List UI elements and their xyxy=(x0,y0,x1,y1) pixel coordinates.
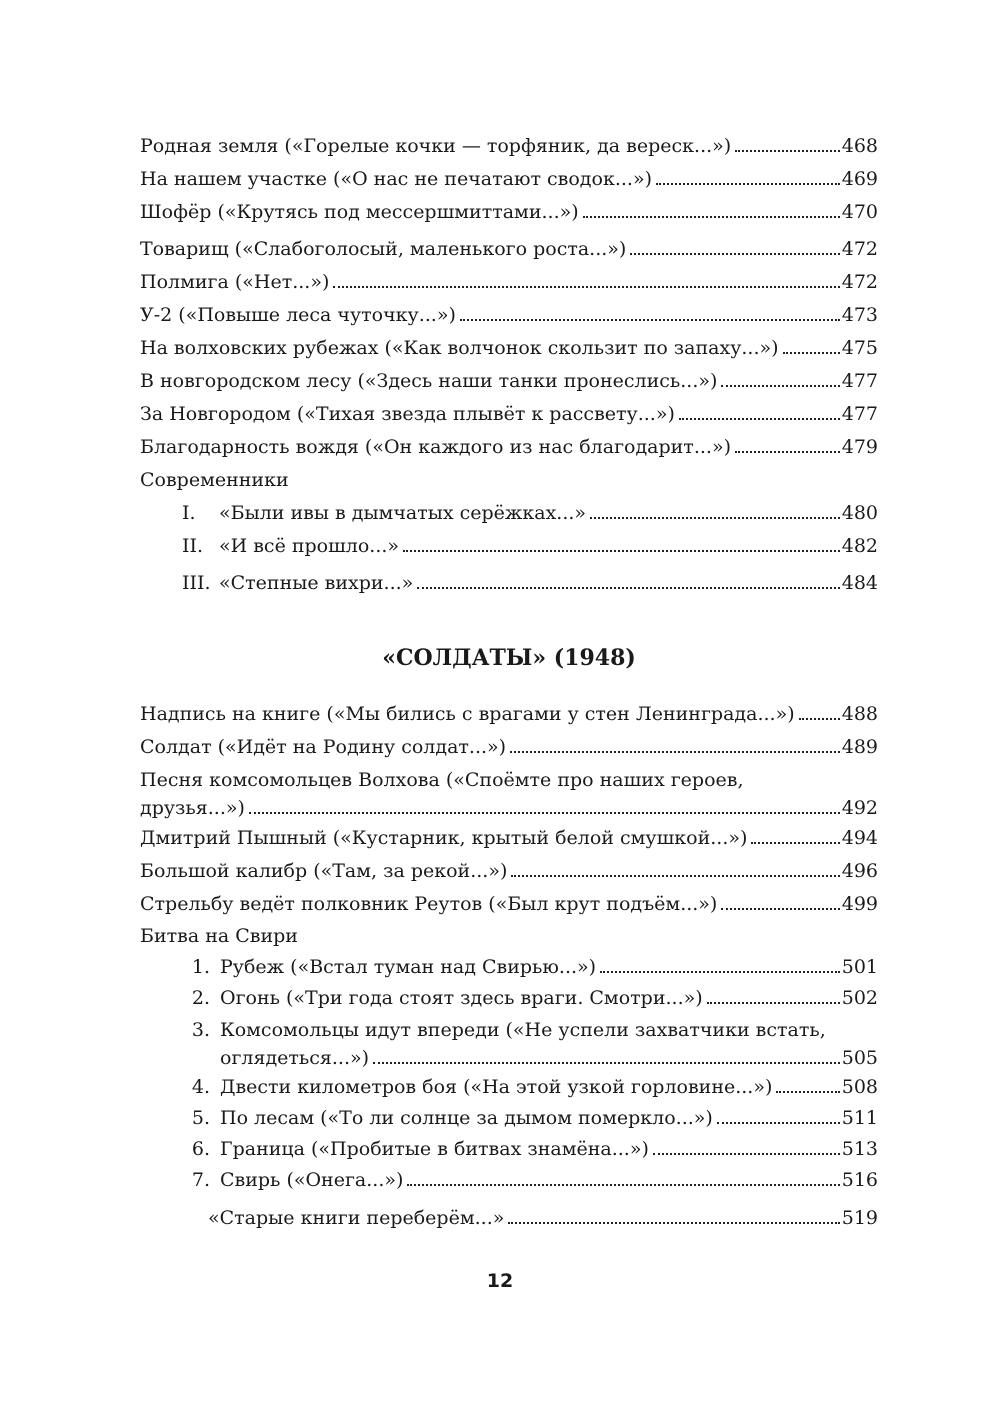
toc-entry-page: 475 xyxy=(841,337,878,359)
toc-entry-page: 479 xyxy=(841,436,878,458)
toc-entry-title-cont: оглядеться...») xyxy=(220,1047,370,1069)
toc-entry xyxy=(140,365,878,398)
leader-dots xyxy=(508,1222,839,1224)
toc-subentry xyxy=(140,1165,878,1196)
section-heading: «СОЛДАТЫ» (1948) xyxy=(382,645,636,671)
toc-entry-page: 505 xyxy=(841,1047,878,1069)
leader-dots xyxy=(721,908,839,910)
toc-subentry-marker: I. xyxy=(182,502,196,524)
toc-entry-page: 469 xyxy=(841,168,878,190)
leader-dots xyxy=(707,1002,840,1004)
toc-entry-title: По лесам («То ли солнце за дымом померкло...») xyxy=(220,1107,713,1129)
toc-subentry-wrapped xyxy=(140,1016,878,1072)
toc-subentry-marker: III. xyxy=(182,572,211,594)
toc-subentry xyxy=(140,952,878,983)
toc-entry-title: Огонь («Три года стоят здесь враги. Смотри...») xyxy=(220,987,703,1009)
toc-entry-page: 468 xyxy=(841,135,878,157)
leader-dots xyxy=(776,1091,839,1093)
toc-entry-title: Товарищ («Слабоголосый, маленького роста...») xyxy=(140,238,627,260)
toc-entry-page: 499 xyxy=(841,893,878,915)
toc-entry-page: 472 xyxy=(841,271,878,293)
toc-subentry-marker: 4. xyxy=(191,1076,210,1098)
toc-entry-page: 482 xyxy=(841,535,878,557)
toc-entry-page: 519 xyxy=(841,1207,878,1229)
toc-entry-page: 513 xyxy=(841,1138,878,1160)
toc-subentry xyxy=(140,1134,878,1165)
toc-entry-title: Песня комсомольцев Волхова («Споёмте про наших героев, xyxy=(140,769,744,791)
toc-entry-title: Большой калибр («Там, за рекой...») xyxy=(140,860,508,882)
toc-entry-title: «И всё прошло...» xyxy=(219,535,400,557)
leader-dots xyxy=(783,352,840,354)
toc-entry-wrapped xyxy=(140,766,878,822)
toc-subentry xyxy=(140,983,878,1014)
toc-entry-title: Надпись на книге («Мы бились с врагами у стен Ленинграда...») xyxy=(140,703,795,725)
toc-subentry-marker: II. xyxy=(182,535,204,557)
toc-entry xyxy=(140,130,878,163)
toc-entry xyxy=(140,822,878,855)
toc-entry-title: «Были ивы в дымчатых серёжках...» xyxy=(219,502,587,524)
toc-entry-title: Благодарность вождя («Он каждого из нас благодарит...») xyxy=(140,436,731,458)
toc-entry-title: «Степные вихри...» xyxy=(219,572,414,594)
toc-entry xyxy=(140,731,878,764)
toc-entry-title: Дмитрий Пышный («Кустарник, крытый белой смушкой...») xyxy=(140,827,748,849)
toc-entry-title: На нашем участке («О нас не печатают сводок...») xyxy=(140,168,652,190)
toc-subentry xyxy=(140,497,878,530)
leader-dots xyxy=(333,286,839,288)
toc-entry-title: Родная земля («Горелые кочки — торфяник, да вереск...») xyxy=(140,135,732,157)
toc-subentry-marker: 6. xyxy=(191,1138,210,1160)
toc-subentry-marker: 3. xyxy=(191,1019,210,1041)
toc-entry-title: Двести километров боя («На этой узкой горловине...») xyxy=(220,1076,773,1098)
toc-entry xyxy=(140,266,878,299)
leader-dots xyxy=(656,183,840,185)
toc-subentry xyxy=(140,1072,878,1103)
leader-dots xyxy=(373,1062,840,1064)
toc-group-title: Современники xyxy=(140,469,289,491)
leader-dots xyxy=(510,751,840,753)
toc-entry xyxy=(140,332,878,365)
leader-dots xyxy=(460,319,840,321)
toc-entry-title: Шофёр («Крутясь под мессершмиттами...») xyxy=(140,201,579,223)
toc-entry-title: На волховских рубежах («Как волчонок скользит по запаху...») xyxy=(140,337,779,359)
leader-dots xyxy=(717,1122,840,1124)
page-number: 12 xyxy=(486,1270,514,1292)
leader-dots xyxy=(249,812,840,814)
leader-dots xyxy=(735,451,840,453)
toc-entry-page: 477 xyxy=(841,403,878,425)
table-of-contents xyxy=(140,130,878,1235)
toc-entry-title: Свирь («Онега...») xyxy=(220,1169,404,1191)
toc-entry xyxy=(140,1202,878,1235)
toc-entry xyxy=(140,888,878,921)
toc-entry-page: 480 xyxy=(841,502,878,524)
toc-entry-page: 494 xyxy=(841,827,878,849)
leader-dots xyxy=(407,1184,839,1186)
toc-entry xyxy=(140,233,878,266)
toc-entry-page: 470 xyxy=(841,201,878,223)
toc-entry-page: 472 xyxy=(841,238,878,260)
leader-dots xyxy=(653,1153,840,1155)
toc-entry-page: 502 xyxy=(841,987,878,1009)
toc-entry xyxy=(140,163,878,196)
toc-entry-title: Стрельбу ведёт полковник Реутов («Был крут подъём...») xyxy=(140,893,718,915)
toc-subentry xyxy=(140,530,878,563)
leader-dots xyxy=(600,971,840,973)
toc-entry-title-cont: друзья...») xyxy=(140,797,245,819)
toc-entry-title: Солдат («Идёт на Родину солдат...») xyxy=(140,736,507,758)
toc-entry xyxy=(140,855,878,888)
toc-entry xyxy=(140,299,878,332)
toc-entry-title: Комсомольцы идут впереди («Не успели захватчики встать, xyxy=(220,1019,826,1041)
toc-entry-title: Полмига («Нет...») xyxy=(140,271,330,293)
toc-entry-title: Граница («Пробитые в битвах знамёна...») xyxy=(220,1138,649,1160)
toc-subentry-marker: 5. xyxy=(191,1107,210,1129)
leader-dots xyxy=(799,718,840,720)
toc-subentry-marker: 1. xyxy=(191,956,210,978)
toc-entry-page: 492 xyxy=(841,797,878,819)
toc-group-title: Битва на Свири xyxy=(140,925,298,947)
toc-entry-page: 496 xyxy=(841,860,878,882)
toc-entry-page: 501 xyxy=(841,956,878,978)
toc-entry xyxy=(140,196,878,229)
toc-entry-title: У-2 («Повыше леса чуточку...») xyxy=(140,304,456,326)
toc-entry-title: Рубеж («Встал туман над Свирью...») xyxy=(220,956,597,978)
toc-entry-page: 508 xyxy=(841,1076,878,1098)
leader-dots xyxy=(511,875,839,877)
leader-dots xyxy=(590,517,840,519)
leader-dots xyxy=(583,216,840,218)
toc-entry xyxy=(140,431,878,464)
toc-entry-page: 489 xyxy=(841,736,878,758)
toc-entry xyxy=(140,398,878,431)
toc-entry-title: В новгородском лесу («Здесь наши танки пронеслись...») xyxy=(140,370,718,392)
leader-dots xyxy=(417,587,839,589)
toc-entry xyxy=(140,698,878,731)
toc-entry-title: За Новгородом («Тихая звезда плывёт к рассвету...») xyxy=(140,403,675,425)
leader-dots xyxy=(679,418,840,420)
leader-dots xyxy=(403,550,840,552)
leader-dots xyxy=(630,253,839,255)
leader-dots xyxy=(735,150,840,152)
toc-entry-page: 488 xyxy=(841,703,878,725)
toc-entry-page: 511 xyxy=(841,1107,878,1129)
toc-entry-page: 473 xyxy=(841,304,878,326)
leader-dots xyxy=(721,385,839,387)
leader-dots xyxy=(751,842,839,844)
toc-entry-title: «Старые книги переберём...» xyxy=(208,1207,505,1229)
toc-entry-page: 477 xyxy=(841,370,878,392)
toc-subentry xyxy=(140,1103,878,1134)
toc-subentry xyxy=(140,567,878,600)
toc-subentry-marker: 7. xyxy=(191,1169,210,1191)
toc-subentry-marker: 2. xyxy=(191,987,210,1009)
toc-entry-page: 516 xyxy=(841,1169,878,1191)
toc-entry-page: 484 xyxy=(841,572,878,594)
